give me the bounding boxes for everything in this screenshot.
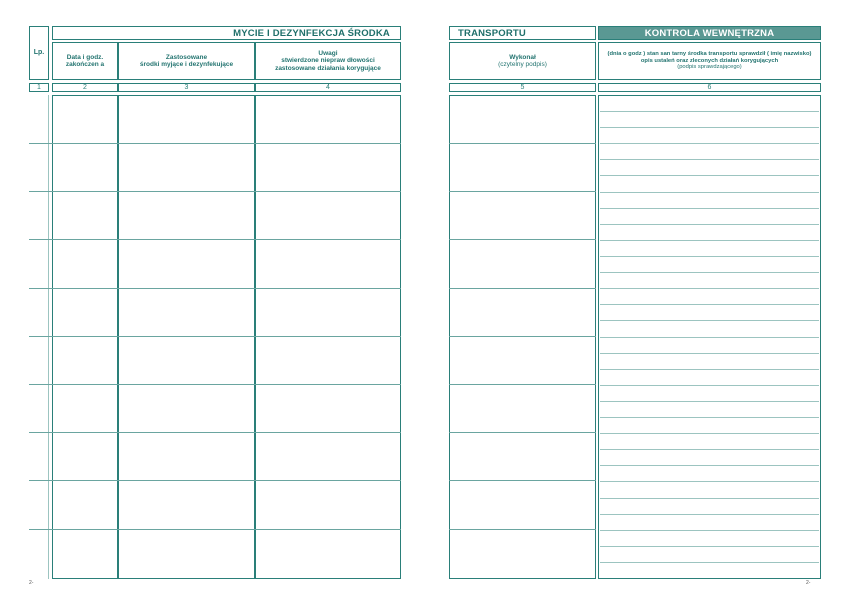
ruled-line — [600, 240, 819, 241]
col-divider — [254, 95, 256, 579]
row-line — [29, 529, 401, 530]
row-line — [29, 191, 401, 192]
ruled-line — [600, 481, 819, 482]
ruled-line — [600, 304, 819, 305]
left-title-bar — [52, 26, 401, 40]
row-line — [29, 480, 401, 481]
ruled-line — [600, 401, 819, 402]
ruled-line — [600, 143, 819, 144]
left-body-table — [52, 95, 401, 579]
num-2: 2 — [83, 84, 87, 91]
col4-header — [255, 42, 401, 80]
row-line — [29, 384, 401, 385]
ruled-line — [600, 353, 819, 354]
num-cell-6 — [598, 83, 821, 92]
row-line — [449, 480, 596, 481]
ruled-line — [600, 369, 819, 370]
row-line — [29, 239, 401, 240]
ruled-line — [600, 417, 819, 418]
row-line — [449, 384, 596, 385]
row-line — [29, 288, 401, 289]
ruled-line — [600, 159, 819, 160]
num-cell-5 — [449, 83, 596, 92]
num-5: 5 — [520, 84, 525, 91]
row-line — [449, 432, 596, 433]
col-divider — [254, 83, 256, 92]
col3-header — [118, 42, 255, 80]
col-divider — [117, 95, 119, 579]
ruled-line — [600, 465, 819, 466]
num-cell-2 — [52, 83, 118, 92]
col5-label: Wykonał — [509, 53, 536, 61]
ruled-line — [600, 320, 819, 321]
ruled-line — [600, 208, 819, 209]
num-1: 1 — [37, 84, 41, 91]
col3-label: Zastosowane środki myjące i dezynfekujące — [139, 53, 234, 68]
row-line — [29, 432, 401, 433]
form-code-left: 2- — [29, 580, 92, 586]
ruled-line — [600, 111, 819, 112]
ruled-line — [600, 498, 819, 499]
row-line — [449, 336, 596, 337]
ruled-line — [600, 530, 819, 531]
num-3: 3 — [184, 84, 189, 91]
col6-line2: opis ustaleń oraz zleconych działań korygujących — [640, 57, 779, 64]
col6-header — [598, 42, 821, 80]
form-code-right: 2- — [806, 580, 811, 586]
row-line — [449, 529, 596, 530]
lp-label: Lp. — [33, 48, 45, 56]
ruled-line — [600, 288, 819, 289]
ruled-line — [600, 175, 819, 176]
kontrola-title-bar — [598, 26, 821, 40]
row-line — [449, 239, 596, 240]
num-cell-4 — [255, 83, 401, 92]
lp-header — [29, 26, 49, 80]
ruled-line — [600, 562, 819, 563]
transport-title: TRANSPORTU — [458, 27, 526, 39]
col4-label: Uwagi stwierdzone niepraw dłowości zastosowane działania korygujące — [275, 49, 381, 72]
col-divider — [117, 83, 119, 92]
left-title: MYCIE I DEZYNFEKCJA ŚRODKA — [233, 27, 390, 39]
col5-sublabel: (czytelny podpis) — [498, 61, 547, 68]
ruled-line — [600, 546, 819, 547]
col-divider — [254, 42, 256, 80]
row-line — [449, 191, 596, 192]
ruled-line — [600, 514, 819, 515]
num-4: 4 — [326, 84, 330, 91]
col5-body — [449, 95, 596, 579]
col6-line1: (dnia o godz ) stan san tarny środka transportu sprawdził ( imię nazwisko) — [607, 51, 812, 58]
row-line — [449, 143, 596, 144]
ruled-line — [600, 272, 819, 273]
col6-line3: (podpis sprawdzającego) — [677, 64, 742, 71]
row-line — [29, 143, 401, 144]
col2-header — [52, 42, 118, 80]
ruled-line — [600, 224, 819, 225]
col5-header — [449, 42, 596, 80]
num-cell-1 — [29, 83, 49, 92]
ruled-line — [600, 433, 819, 434]
ruled-line — [600, 449, 819, 450]
row-line — [29, 336, 401, 337]
ruled-line — [600, 192, 819, 193]
row-line — [449, 288, 596, 289]
transport-title-bar — [449, 26, 596, 40]
ruled-line — [600, 337, 819, 338]
col2-label: Data i godz. zakończen a — [65, 53, 105, 68]
lp-column-line — [48, 95, 49, 579]
col-divider — [117, 42, 119, 80]
ruled-line — [600, 127, 819, 128]
num-6: 6 — [707, 84, 712, 91]
num-cell-3 — [118, 83, 255, 92]
ruled-line — [600, 385, 819, 386]
ruled-line — [600, 256, 819, 257]
kontrola-title: KONTROLA WEWNĘTRZNA — [644, 27, 775, 39]
